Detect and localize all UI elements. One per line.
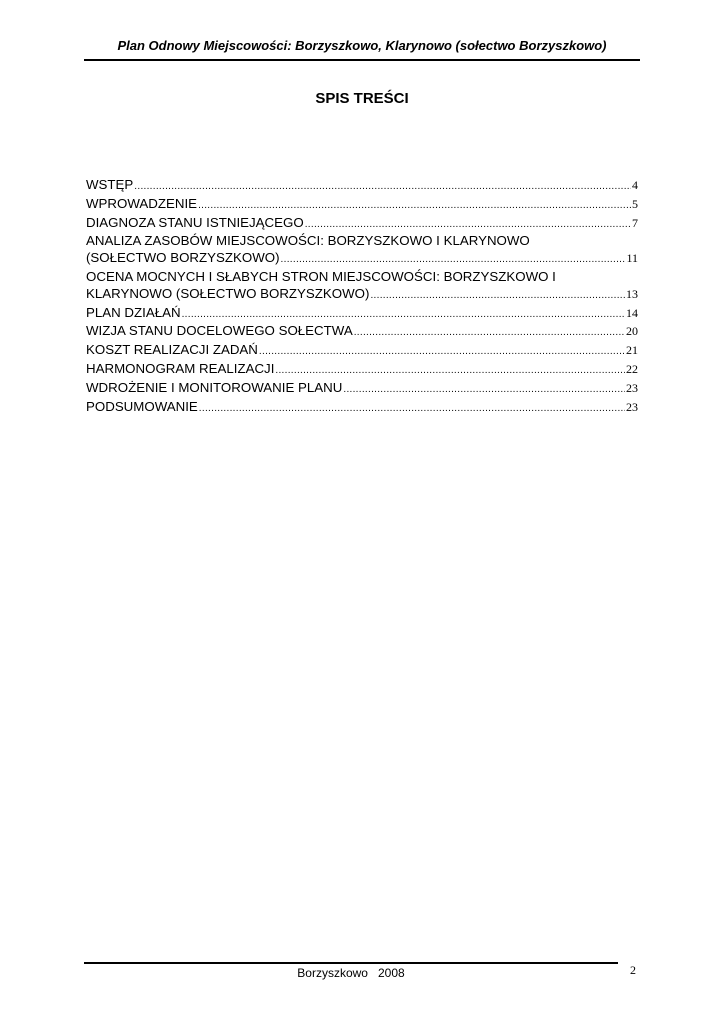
toc-page-number: 13 <box>626 286 638 301</box>
toc-page-number: 11 <box>626 251 638 266</box>
toc-dot-leader <box>182 307 625 324</box>
toc-entry[interactable] <box>86 305 638 324</box>
toc-entry-line <box>86 380 638 399</box>
footer-divider <box>84 962 618 964</box>
toc-page-number: 4 <box>632 178 638 192</box>
toc-entry-line <box>86 233 638 250</box>
toc-dot-leader <box>305 217 631 234</box>
toc-dot-leader <box>259 344 625 361</box>
toc-page-number: 23 <box>626 399 638 414</box>
toc-entry-text: WSTĘP <box>86 177 134 192</box>
footer-text: Borzyszkowo 2008 <box>297 966 405 980</box>
toc-entry-line <box>86 342 638 361</box>
toc-dot-leader <box>354 325 625 342</box>
toc-entry-text: WDROŻENIE I MONITOROWANIE PLANU <box>86 379 343 395</box>
toc-entry[interactable] <box>86 233 638 269</box>
toc-dot-leader <box>275 363 625 380</box>
toc-page-number: 23 <box>626 380 638 395</box>
toc-entry-line <box>86 399 638 418</box>
toc-entry-text: WPROWADZENIE <box>86 195 198 211</box>
toc-dot-leader <box>370 288 625 305</box>
page-header-title: Plan Odnowy Miejscowości: Borzyszkowo, Klarynowo (sołectwo Borzyszkowo) <box>117 38 607 53</box>
toc-entry-line <box>86 177 638 196</box>
toc-entry-line <box>86 286 638 305</box>
toc-title: SPIS TREŚCI <box>315 90 409 107</box>
toc-entry[interactable] <box>86 361 638 380</box>
toc-entry-line <box>86 215 638 234</box>
toc-page-number: 5 <box>632 196 638 211</box>
toc-dot-leader <box>134 179 631 196</box>
toc-entry-line <box>86 196 638 215</box>
toc-entry-text: (SOŁECTWO BORZYSZKOWO) <box>86 250 280 266</box>
toc-entry[interactable] <box>86 196 638 215</box>
toc-entry-text: PLAN DZIAŁAŃ <box>86 304 181 320</box>
toc-page-number: 14 <box>626 305 638 320</box>
page-number: 2 <box>630 963 636 977</box>
toc-entry-text: HARMONOGRAM REALIZACJI <box>86 360 275 376</box>
toc-page-number: 22 <box>626 361 638 376</box>
toc-entry[interactable] <box>86 177 638 196</box>
toc-entry-line <box>86 305 638 324</box>
toc-entry[interactable] <box>86 399 638 418</box>
toc-entry-text: WIZJA STANU DOCELOWEGO SOŁECTWA <box>86 323 353 339</box>
toc-entry-line <box>86 361 638 380</box>
toc-entry-line <box>86 323 638 342</box>
header-divider <box>84 59 640 61</box>
toc-page-number: 21 <box>626 343 638 358</box>
toc-dot-leader <box>199 401 625 418</box>
toc-entry-line <box>86 250 638 269</box>
toc-page-number: 20 <box>626 324 638 339</box>
toc-entry-text: OCENA MOCNYCH I SŁABYCH STRON MIEJSCOWOŚCI: BORZYSZKOWO I <box>86 268 556 284</box>
toc-entry-line <box>86 269 638 286</box>
toc-entry-text: ANALIZA ZASOBÓW MIEJSCOWOŚCI: BORZYSZKOWO I KLARYNOWO <box>86 233 530 249</box>
toc-entry[interactable] <box>86 323 638 342</box>
table-of-contents <box>86 177 638 417</box>
toc-dot-leader <box>343 382 625 399</box>
toc-entry-text: DIAGNOZA STANU ISTNIEJĄCEGO <box>86 214 304 230</box>
toc-entry[interactable] <box>86 269 638 305</box>
toc-entry-text: KOSZT REALIZACJI ZADAŃ <box>86 342 258 358</box>
toc-page-number: 7 <box>632 215 638 230</box>
toc-entry[interactable] <box>86 342 638 361</box>
toc-entry-text: KLARYNOWO (SOŁECTWO BORZYSZKOWO) <box>86 285 370 301</box>
toc-dot-leader <box>198 198 631 215</box>
toc-dot-leader <box>281 252 626 269</box>
toc-entry-text: PODSUMOWANIE <box>86 398 198 414</box>
toc-entry[interactable] <box>86 380 638 399</box>
toc-entry[interactable] <box>86 215 638 234</box>
